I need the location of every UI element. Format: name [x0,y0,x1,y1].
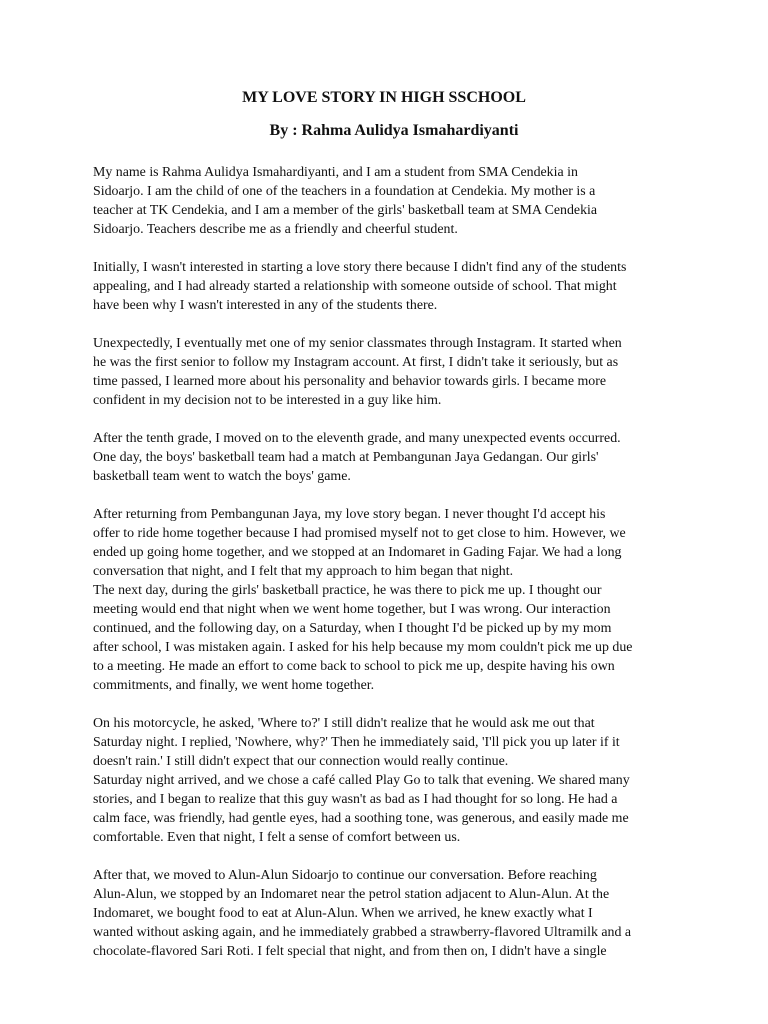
paragraph-line: doesn't rain.' I still didn't expect that our connection would really continue. [93,754,509,769]
paragraph-line: The next day, during the girls' basketball practice, he was there to pick me up. I thought our [93,583,602,598]
document-title: MY LOVE STORY IN HIGH SSCHOOL [242,89,526,106]
paragraph-line: On his motorcycle, he asked, 'Where to?' I still didn't realize that he would ask me out that [93,716,595,731]
paragraph-line: After returning from Pembangunan Jaya, my love story began. I never thought I'd accept his [93,507,606,522]
paragraph-line: Alun-Alun, we stopped by an Indomaret near the petrol station adjacent to Alun-Alun. At the [93,887,610,902]
paragraph-line: confident in my decision not to be interested in a guy like him. [93,393,442,408]
paragraph-line: After the tenth grade, I moved on to the eleventh grade, and many unexpected events occurred. [93,431,621,446]
paragraph-line: Sidoarjo. I am the child of one of the teachers in a foundation at Cendekia. My mother is a [93,184,596,199]
paragraph-line: after school, I was mistaken again. I asked for his help because my mom couldn't pick me up due [93,640,633,655]
paragraph-line: One day, the boys' basketball team had a match at Pembangunan Jaya Gedangan. Our girls' [93,450,599,465]
paragraph-line: wanted without asking again, and he immediately grabbed a strawberry-flavored Ultramilk and a [93,925,632,940]
paragraph [93,866,693,961]
paragraph-line: teacher at TK Cendekia, and I am a member of the girls' basketball team at SMA Cendekia [93,203,598,218]
paragraph-line: conversation that night, and I felt that my approach to him began that night. [93,564,514,579]
paragraph [93,429,693,486]
paragraph [93,163,693,239]
paragraph [93,581,693,695]
document-body [93,163,693,961]
paragraph-line: stories, and I began to realize that this guy wasn't as bad as I had thought for so long. He had a [93,792,618,807]
paragraph-line: he was the first senior to follow my Instagram account. At first, I didn't take it seriously, but as [93,355,619,370]
paragraph-line: Saturday night arrived, and we chose a café called Play Go to talk that evening. We shared many [93,773,630,788]
paragraph-line: ended up going home together, and we stopped at an Indomaret in Gading Fajar. We had a long [93,545,622,560]
paragraph-line: calm face, was friendly, had gentle eyes, had a soothing tone, was generous, and easily made me [93,811,629,826]
paragraph-line: have been why I wasn't interested in any of the students there. [93,298,438,313]
paragraph [93,258,693,315]
paragraph-line: Initially, I wasn't interested in starting a love story there because I didn't find any of the students [93,260,627,275]
paragraph [93,505,693,581]
paragraph-line: After that, we moved to Alun-Alun Sidoarjo to continue our conversation. Before reaching [93,868,597,883]
paragraph-line: to a meeting. He made an effort to come back to school to pick me up, despite having his own [93,659,615,674]
paragraph [93,771,693,847]
paragraph-line: My name is Rahma Aulidya Ismahardiyanti, and I am a student from SMA Cendekia in [93,165,578,180]
paragraph [93,334,693,410]
paragraph-line: Indomaret, we bought food to eat at Alun-Alun. When we arrived, he knew exactly what I [93,906,593,921]
paragraph-line: chocolate-flavored Sari Roti. I felt special that night, and from then on, I didn't have a single [93,944,607,959]
document-author: By : Rahma Aulidya Ismahardiyanti [269,122,519,139]
paragraph-line: Unexpectedly, I eventually met one of my senior classmates through Instagram. It started when [93,336,622,351]
paragraph [93,714,693,771]
paragraph-line: offer to ride home together because I had promised myself not to get close to him. However, we [93,526,626,541]
paragraph-line: appealing, and I had already started a relationship with someone outside of school. That might [93,279,617,294]
paragraph-line: meeting would end that night when we went home together, but I was wrong. Our interaction [93,602,611,617]
paragraph-line: continued, and the following day, on a Saturday, when I thought I'd be picked up by my mom [93,621,612,636]
paragraph-line: Sidoarjo. Teachers describe me as a friendly and cheerful student. [93,222,458,237]
paragraph-line: Saturday night. I replied, 'Nowhere, why?' Then he immediately said, 'I'll pick you up later if it [93,735,620,750]
paragraph-line: commitments, and finally, we went home together. [93,678,375,693]
paragraph-line: basketball team went to watch the boys' game. [93,469,351,484]
paragraph-line: time passed, I learned more about his personality and behavior towards girls. I became more [93,374,607,389]
paragraph-line: comfortable. Even that night, I felt a sense of comfort between us. [93,830,461,845]
